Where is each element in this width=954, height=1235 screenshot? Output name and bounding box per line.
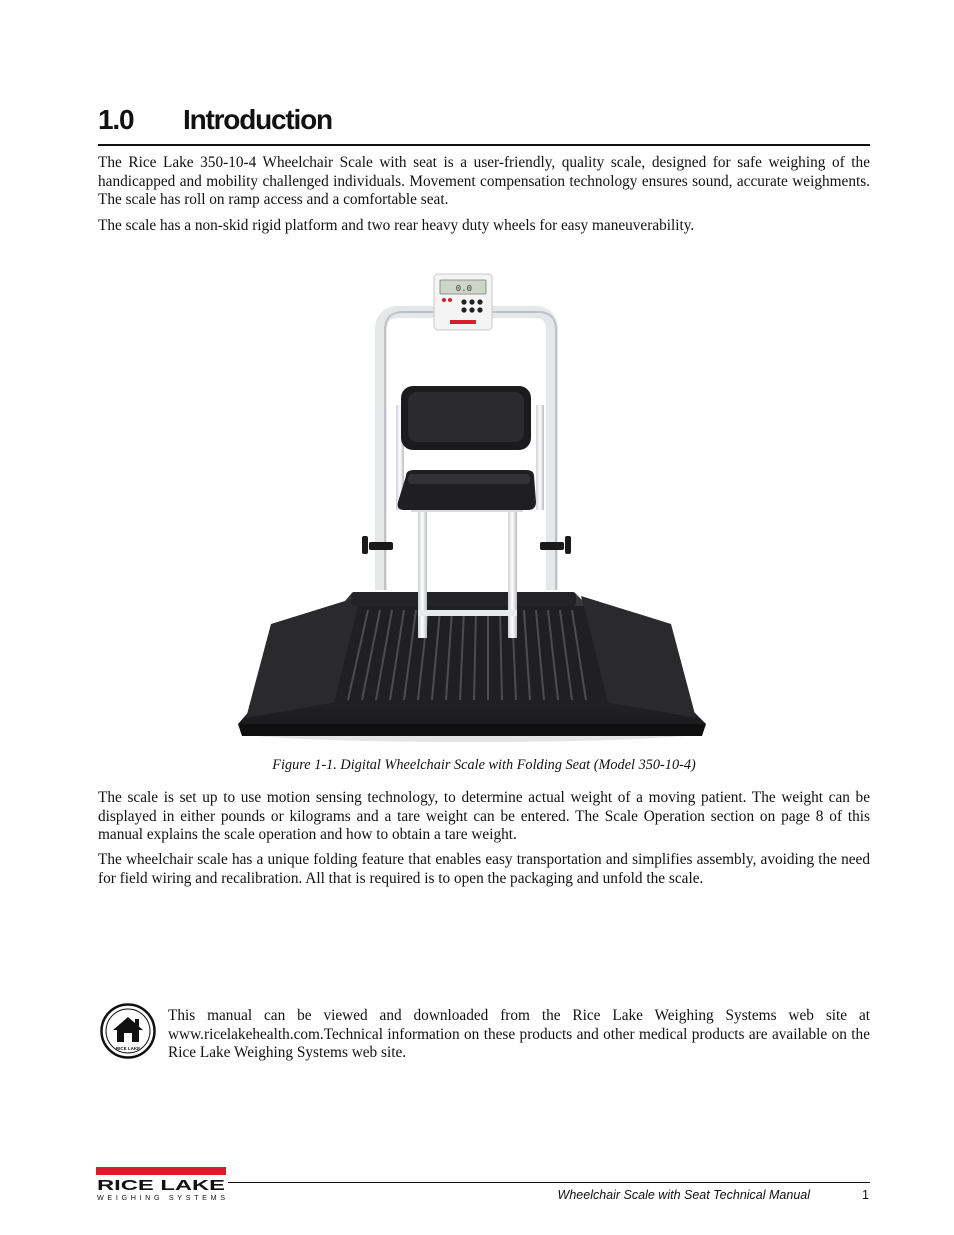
intro-paragraph-1: The Rice Lake 350-10-4 Wheelchair Scale with seat is a user-friendly, quality scale, designed for safe weighing of the handicapped and mobility challenged individuals. Movement compensation technology ensures sound, accurate weighments. The scale has roll on ramp access and a comfortable seat. xyxy=(98,154,870,208)
rice-lake-logo xyxy=(96,1167,230,1203)
section-title: Introduction xyxy=(183,104,332,135)
logo-tagline: WEIGHING SYSTEMS xyxy=(97,1193,225,1202)
footer-rule xyxy=(228,1182,870,1183)
wheelchair-scale-figure xyxy=(236,270,706,745)
page-number: 1 xyxy=(862,1188,869,1202)
intro-paragraph-3: The scale is set up to use motion sensing technology, to determine actual weight of a moving patient. The weight can be displayed in either pounds or kilograms and a tare weight can be entered. The Scale Operation section on page 8 of this manual explains the scale operation and how to obtain a tare weight. xyxy=(98,789,870,843)
figure-caption: Figure 1-1. Digital Wheelchair Scale with Folding Seat (Model 350-10-4) xyxy=(272,757,696,773)
logo-name: RICE LAKE xyxy=(97,1177,225,1194)
web-info-note: This manual can be viewed and downloaded from the Rice Lake Weighing Systems web site at www.ricelakehealth.com.Technical information on these products and other medical products are available on the Rice Lake Weighing Systems web site. xyxy=(168,1007,870,1061)
intro-paragraph-2: The scale has a non-skid rigid platform and two rear heavy duty wheels for easy maneuverability. xyxy=(98,217,695,234)
footer-manual-title: Wheelchair Scale with Seat Technical Manual xyxy=(557,1188,810,1202)
section-number: 1.0 xyxy=(98,104,134,135)
intro-paragraph-4: The wheelchair scale has a unique folding feature that enables easy transportation and simplifies assembly, avoiding the need for field wiring and recalibration. All that is required is to open the packaging and unfold the scale. xyxy=(98,851,870,887)
note-icon-label: RICE LAKE xyxy=(115,1046,141,1051)
display-reading: 0.0 xyxy=(455,284,472,294)
house-icon xyxy=(100,1003,156,1059)
section-heading xyxy=(98,102,870,146)
